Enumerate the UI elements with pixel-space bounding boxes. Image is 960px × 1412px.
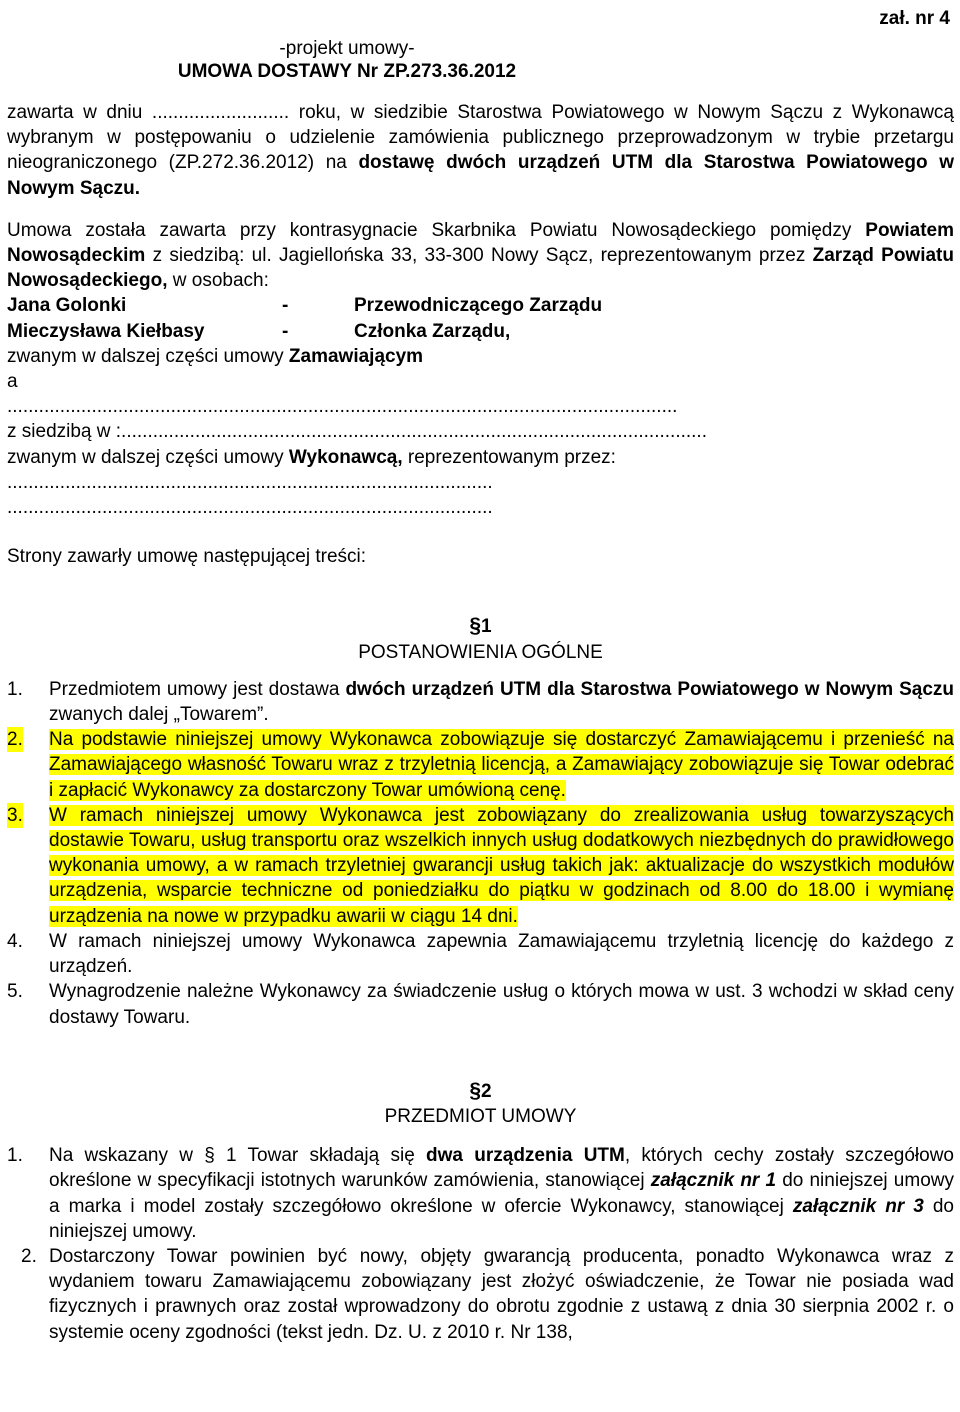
contractor-name-blank: ............................................................................................................................... — [7, 396, 678, 418]
ordering-party: Zamawiającym — [288, 345, 424, 367]
item-text-end: zwanych dalej „Towarem”. — [49, 704, 269, 726]
item-text: do niniejszej umowy. — [49, 1195, 954, 1242]
representative-row-1 — [7, 293, 954, 318]
item-text-highlighted: Na podstawie niniejszej umowy Wykonawca zobowiązuje się dostarczyć Zamawiającemu i przenieść na Zamawiającego własność Towaru wraz z trzyletnią licencją, a Zamawiający zobowiązuje się Towar odebrać i zapłacić Wykonawcy za dostarczony Towar umówioną cenę. — [49, 729, 954, 801]
annex-reference-3: załącznik nr 3 — [792, 1195, 924, 1217]
item-number: 2. — [7, 727, 23, 752]
section-title: PRZEDMIOT UMOWY — [384, 1105, 577, 1127]
item-bold: dwa urządzenia UTM — [426, 1145, 625, 1167]
item-bold: dwóch urządzeń UTM dla Starostwa Powiatowego w Nowym Sączu — [345, 678, 954, 700]
section-symbol: § — [469, 614, 482, 638]
ordering-text: zwanym w dalszej części umowy — [7, 345, 289, 367]
section-1-list — [7, 677, 954, 1030]
list-item — [7, 979, 954, 1029]
document-page — [7, 0, 954, 1345]
contractor-rep-blank-1: ............................................................................................ — [7, 471, 493, 493]
intro-paragraph — [7, 100, 954, 201]
contractor-label: Wykonawcą, — [288, 446, 403, 468]
representative-row-2 — [7, 319, 954, 344]
intro-text: zawarta w dniu .......................... roku, w siedzibie Starostwa Powiatowego w Nowym Sączu z Wykonawcą wybranym w postępowaniu o udzielenie zamówienia publicznego przeprowadzonym w trybie przetargu nieograniczonego (ZP.272.36.2012) na — [7, 102, 954, 174]
conjunction-a: a — [7, 371, 18, 393]
list-item — [7, 1244, 954, 1345]
list-item — [7, 677, 954, 727]
rep1-dash: - — [282, 295, 289, 317]
item-number: 4. — [7, 930, 23, 952]
item-text: Wynagrodzenie należne Wykonawcy za świadczenie usług o których mowa w ust. 3 wchodzi w skład ceny dostawy Towaru. — [49, 981, 954, 1028]
section-2-heading — [7, 1078, 954, 1129]
section-2-list — [7, 1143, 954, 1345]
parties-agreed-line: Strony zawarły umowę następującej treści: — [7, 546, 367, 568]
item-text: W ramach niniejszej umowy Wykonawca zapewnia Zamawiającemu trzyletnią licencję do każdego z urządzeń. — [49, 930, 954, 978]
item-text: Na wskazany w § 1 Towar składają się — [49, 1145, 427, 1167]
section-symbol: § — [469, 1078, 482, 1102]
item-text: Dostarczony Towar powinien być nowy, objęty gwarancją producenta, ponadto Wykonawca wraz z wydaniem towaru Zamawiającemu zobowiązany jest złożyć oświadczenie, że Towar nie posiada wad fizycznych i prawnych oraz został wprowadzony do obrotu zgodnie z ustawą z dnia 30 sierpnia 2002 r. o systemie oceny zgodności (tekst jedn. Dz. U. z 2010 r. Nr 138, — [49, 1245, 954, 1343]
parties-text-a: Umowa została zawarta przy kontrasygnacie Skarbnika Powiatu Nowosądeckiego pomiędzy — [7, 219, 866, 241]
rep2-dash: - — [282, 320, 289, 342]
board-name: Zarząd Powiatu Nowosądeckiego, — [7, 245, 954, 292]
rep2-role: Członka Zarządu, — [354, 320, 511, 342]
parties-text-c: z siedzibą: ul. Jagiellońska 33, 33-300 Nowy Sącz, reprezentowanym przez — [145, 245, 813, 267]
contractor-rep-blank-2: ............................................................................................ — [7, 497, 493, 519]
section-1-heading — [7, 613, 954, 664]
section-number: 1 — [481, 616, 492, 638]
ordering-party-line — [7, 344, 954, 369]
item-number: 1. — [7, 1145, 23, 1167]
draft-label: -projekt umowy- — [279, 38, 415, 59]
intro-subject: dostawę dwóch urządzeń UTM dla Starostwa Powiatowego w Nowym Sączu. — [7, 152, 954, 199]
document-header — [7, 37, 687, 83]
parties-paragraph — [7, 218, 954, 294]
section-number: 2 — [481, 1080, 492, 1102]
item-number: 2. — [21, 1245, 37, 1267]
rep2-name: Mieczysława Kiełbasy — [7, 320, 205, 342]
item-text: , których cechy zostały szczegółowo określone w specyfikacji istotnych warunków zamówienia, stanowiącej — [49, 1145, 954, 1192]
contractor-line — [7, 445, 954, 470]
item-text: Przedmiotem umowy jest dostawa — [49, 678, 346, 700]
county-name: Powiatem Nowosądeckim — [7, 219, 954, 267]
item-number: 5. — [7, 981, 23, 1003]
rep1-name: Jana Golonki — [7, 295, 127, 317]
item-text-highlighted: W ramach niniejszej umowy Wykonawca jest zobowiązany do zrealizowania usług towarzyszących dostawie Towaru, usług transportu oraz wszelkich innych usług dodatkowych niezbędnych do prawidłowego wykonania umowy, a w ramach trzyletniej gwarancji usług takich jak: aktualizacje do wszystkich modułów urządzenia, wsparcie techniczne od poniedziałku do piątku w godzinach od 8.00 do 18.00 i wymianę urządzenia na nowe w przypadku awarii w ciągu 14 dni. — [49, 804, 954, 927]
contractor-seat-blank: z siedzibą w :............................................................................................................... — [7, 421, 707, 443]
contract-title: UMOWA DOSTAWY Nr ZP.273.36.2012 — [177, 61, 517, 82]
rep1-role: Przewodniczącego Zarządu — [354, 295, 603, 317]
list-item — [7, 727, 954, 803]
contractor-text-c: reprezentowanym przez: — [402, 446, 616, 468]
annex-reference-1: załącznik nr 1 — [650, 1170, 777, 1192]
parties-text-e: w osobach: — [167, 270, 269, 292]
item-number: 3. — [7, 803, 23, 828]
contractor-text-a: zwanym w dalszej części umowy — [7, 446, 289, 468]
list-item — [7, 1143, 954, 1244]
list-item — [7, 803, 954, 929]
list-item — [7, 929, 954, 979]
item-number: 1. — [7, 678, 23, 700]
annex-label: zał. nr 4 — [879, 8, 950, 29]
item-text: do niniejszej umowy a marka i model zostały szczegółowo określone w ofercie Wykonawcy, stanowiącej — [49, 1170, 954, 1217]
section-title: POSTANOWIENIA OGÓLNE — [358, 641, 603, 663]
